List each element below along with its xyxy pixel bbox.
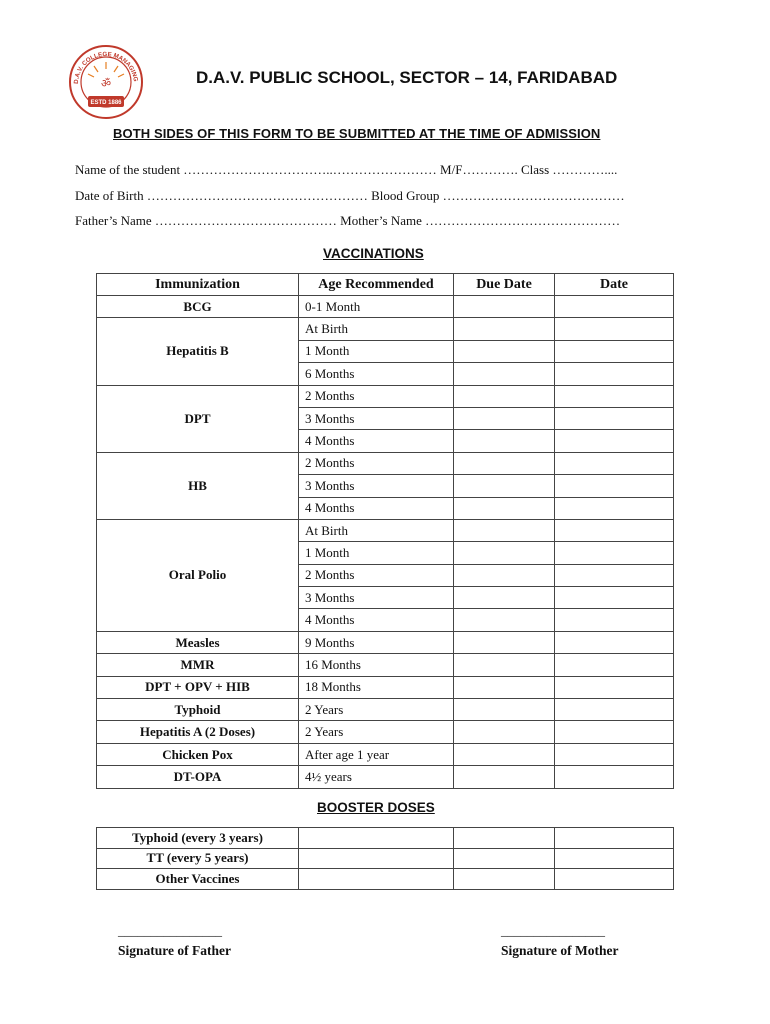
age-recommended-cell: 2 Months — [299, 452, 454, 474]
vaccination-row — [97, 676, 674, 698]
booster-row — [97, 848, 674, 869]
due-date-cell[interactable] — [454, 721, 555, 743]
date-cell[interactable] — [555, 407, 674, 429]
immunization-name: BCG — [97, 296, 299, 318]
age-recommended-cell: 2 Months — [299, 385, 454, 407]
vaccinations-heading: VACCINATIONS — [323, 246, 424, 261]
age-recommended-cell: 3 Months — [299, 587, 454, 609]
due-date-cell[interactable] — [454, 385, 555, 407]
date-cell[interactable] — [555, 766, 674, 788]
booster-age-cell[interactable] — [299, 869, 454, 890]
age-recommended-cell: 4 Months — [299, 609, 454, 631]
vaccination-row — [97, 721, 674, 743]
due-date-cell[interactable] — [454, 363, 555, 385]
age-recommended-cell: 18 Months — [299, 676, 454, 698]
due-date-cell[interactable] — [454, 318, 555, 340]
due-date-cell[interactable] — [454, 766, 555, 788]
vaccination-row — [97, 631, 674, 653]
due-date-cell[interactable] — [454, 475, 555, 497]
age-recommended-cell: 0-1 Month — [299, 296, 454, 318]
vaccination-row — [97, 743, 674, 765]
due-date-cell[interactable] — [454, 296, 555, 318]
due-date-cell[interactable] — [454, 631, 555, 653]
booster-age-cell[interactable] — [299, 828, 454, 849]
logo-ring-text: D.A.V. COLLEGE MANAGING — [72, 50, 139, 85]
due-date-cell[interactable] — [454, 430, 555, 452]
vaccination-row — [97, 766, 674, 788]
date-cell[interactable] — [555, 452, 674, 474]
due-date-cell[interactable] — [454, 609, 555, 631]
due-date-cell[interactable] — [454, 564, 555, 586]
age-recommended-cell: 4½ years — [299, 766, 454, 788]
vaccinations-header-row — [97, 274, 674, 296]
date-cell[interactable] — [555, 609, 674, 631]
birth-info-line: Date of Birth …………………………………………… Blood Group …………………………………… — [75, 188, 625, 203]
due-date-cell[interactable] — [454, 699, 555, 721]
date-cell[interactable] — [555, 587, 674, 609]
vaccination-row — [97, 296, 674, 318]
due-date-cell[interactable] — [454, 654, 555, 676]
age-recommended-cell: 4 Months — [299, 430, 454, 452]
vaccination-row — [97, 318, 674, 340]
father-signature-label: Signature of Father — [118, 943, 231, 958]
col-immunization: Immunization — [97, 274, 299, 296]
booster-age-cell[interactable] — [299, 848, 454, 869]
booster-date-cell[interactable] — [555, 828, 674, 849]
booster-name: Typhoid (every 3 years) — [97, 828, 299, 849]
svg-text:ॐ: ॐ — [100, 77, 112, 90]
booster-row — [97, 828, 674, 849]
date-cell[interactable] — [555, 631, 674, 653]
date-cell[interactable] — [555, 542, 674, 564]
date-cell[interactable] — [555, 519, 674, 541]
vaccination-row — [97, 699, 674, 721]
age-recommended-cell: At Birth — [299, 519, 454, 541]
mother-signature-line: ________________ — [501, 923, 605, 938]
date-cell[interactable] — [555, 743, 674, 765]
immunization-name: MMR — [97, 654, 299, 676]
logo-estd: ESTD 1886 — [90, 100, 122, 106]
booster-table — [96, 827, 674, 890]
student-info-line: Name of the student ……………………………..…………………… M/F…………. Class ………….... — [75, 162, 618, 177]
vaccinations-body — [97, 296, 674, 789]
date-cell[interactable] — [555, 654, 674, 676]
age-recommended-cell: 9 Months — [299, 631, 454, 653]
booster-date-cell[interactable] — [555, 869, 674, 890]
age-recommended-cell: 2 Years — [299, 721, 454, 743]
booster-row — [97, 869, 674, 890]
vaccination-row — [97, 519, 674, 541]
age-recommended-cell: 2 Months — [299, 564, 454, 586]
due-date-cell[interactable] — [454, 407, 555, 429]
age-recommended-cell: 1 Month — [299, 542, 454, 564]
immunization-name: DPT + OPV + HIB — [97, 676, 299, 698]
father-signature-line: ________________ — [118, 923, 222, 938]
date-cell[interactable] — [555, 699, 674, 721]
school-logo — [66, 42, 146, 122]
date-cell[interactable] — [555, 363, 674, 385]
due-date-cell[interactable] — [454, 587, 555, 609]
age-recommended-cell: 1 Month — [299, 340, 454, 362]
col-date: Date — [555, 274, 674, 296]
booster-due-cell[interactable] — [454, 848, 555, 869]
immunization-name: Typhoid — [97, 699, 299, 721]
immunization-name: Hepatitis B — [97, 318, 299, 385]
parents-info-line: Father’s Name …………………………………… Mother’s Name ……………………………………… — [75, 213, 621, 228]
due-date-cell[interactable] — [454, 497, 555, 519]
booster-body — [97, 828, 674, 890]
booster-date-cell[interactable] — [555, 848, 674, 869]
due-date-cell[interactable] — [454, 452, 555, 474]
age-recommended-cell: 4 Months — [299, 497, 454, 519]
age-recommended-cell: 3 Months — [299, 475, 454, 497]
age-recommended-cell: 3 Months — [299, 407, 454, 429]
immunization-name: Oral Polio — [97, 519, 299, 631]
date-cell[interactable] — [555, 475, 674, 497]
date-cell[interactable] — [555, 430, 674, 452]
col-age-recommended: Age Recommended — [299, 274, 454, 296]
age-recommended-cell: 16 Months — [299, 654, 454, 676]
vaccination-row — [97, 654, 674, 676]
vaccination-row — [97, 385, 674, 407]
date-cell[interactable] — [555, 676, 674, 698]
date-cell[interactable] — [555, 340, 674, 362]
booster-heading: BOOSTER DOSES — [317, 800, 435, 815]
age-recommended-cell: 2 Years — [299, 699, 454, 721]
date-cell[interactable] — [555, 497, 674, 519]
due-date-cell[interactable] — [454, 676, 555, 698]
booster-name: Other Vaccines — [97, 869, 299, 890]
age-recommended-cell: After age 1 year — [299, 743, 454, 765]
booster-name: TT (every 5 years) — [97, 848, 299, 869]
date-cell[interactable] — [555, 385, 674, 407]
immunization-name: Measles — [97, 631, 299, 653]
due-date-cell[interactable] — [454, 542, 555, 564]
date-cell[interactable] — [555, 318, 674, 340]
due-date-cell[interactable] — [454, 743, 555, 765]
immunization-name: DT-OPA — [97, 766, 299, 788]
booster-due-cell[interactable] — [454, 869, 555, 890]
vaccinations-table — [96, 273, 674, 789]
date-cell[interactable] — [555, 296, 674, 318]
immunization-name: Chicken Pox — [97, 743, 299, 765]
page-subtitle: BOTH SIDES OF THIS FORM TO BE SUBMITTED AT THE TIME OF ADMISSION — [113, 126, 601, 141]
date-cell[interactable] — [555, 564, 674, 586]
age-recommended-cell: At Birth — [299, 318, 454, 340]
col-due-date: Due Date — [454, 274, 555, 296]
mother-signature-label: Signature of Mother — [501, 943, 619, 958]
due-date-cell[interactable] — [454, 519, 555, 541]
page-title: D.A.V. PUBLIC SCHOOL, SECTOR – 14, FARIDABAD — [196, 68, 618, 87]
booster-due-cell[interactable] — [454, 828, 555, 849]
immunization-name: Hepatitis A (2 Doses) — [97, 721, 299, 743]
immunization-name: DPT — [97, 385, 299, 452]
age-recommended-cell: 6 Months — [299, 363, 454, 385]
date-cell[interactable] — [555, 721, 674, 743]
immunization-name: HB — [97, 452, 299, 519]
due-date-cell[interactable] — [454, 340, 555, 362]
vaccination-row — [97, 452, 674, 474]
